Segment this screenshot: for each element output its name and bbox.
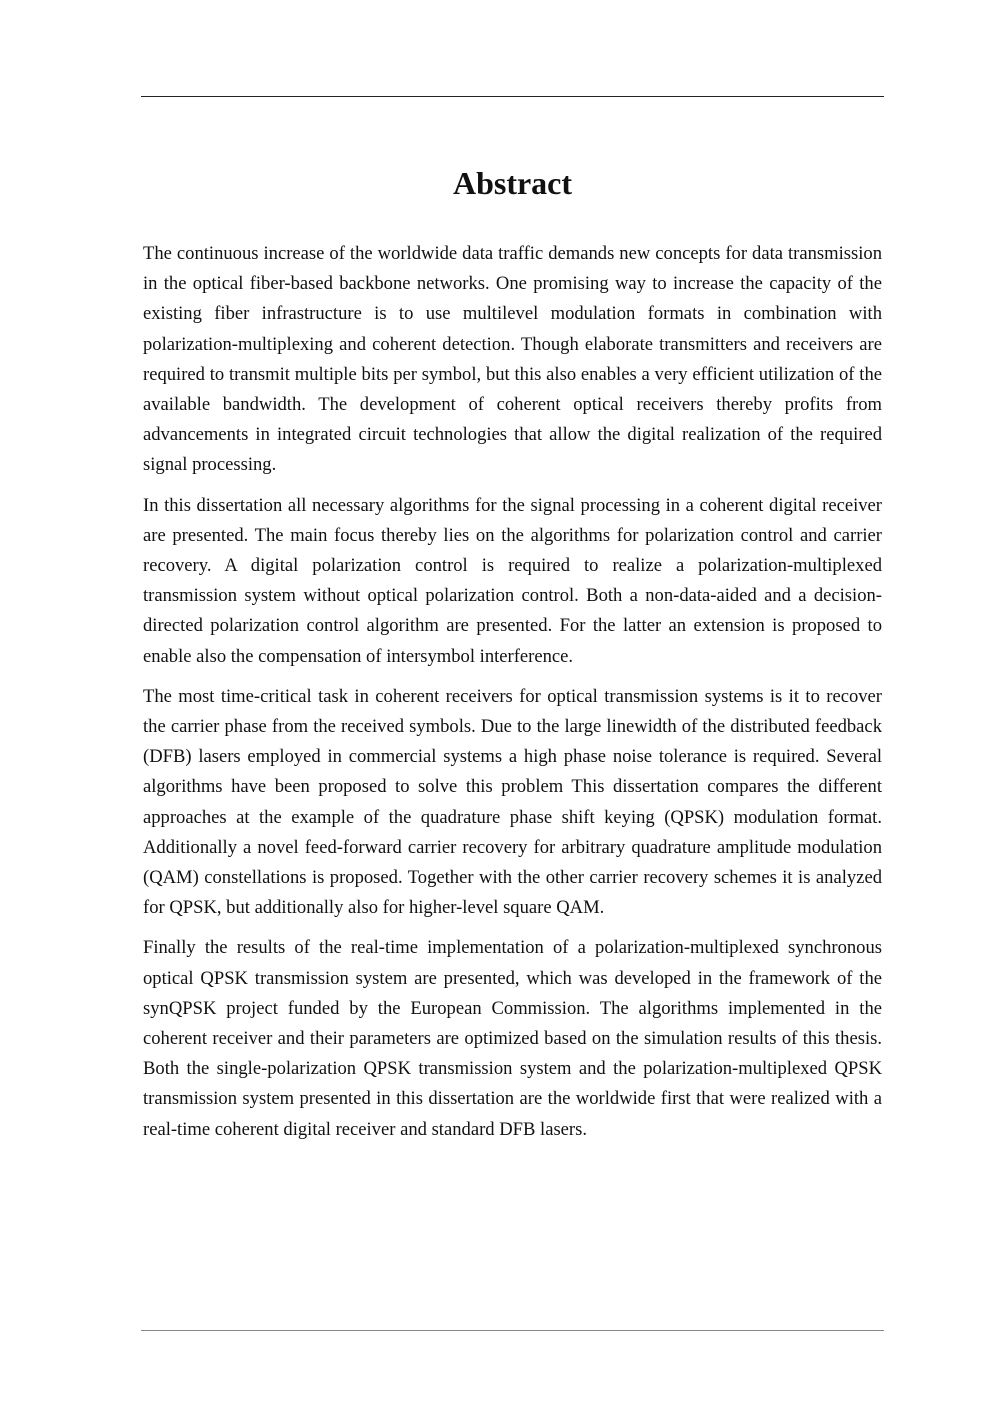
abstract-paragraph: Finally the results of the real-time implementation of a polarization-multiplexed synchronous optical QPSK transmission system are presented, which was developed in the framework of the synQPSK project funded by the European Commission. The algorithms implemented in the coherent receiver and their parameters are optimized based on the simulation results of this thesis. Both the single-polarization QPSK transmission system and the polarization-multiplexed QPSK transmission system presented in this dissertation are the worldwide first that were realized with a real-time coherent digital receiver and standard DFB lasers. [143, 937, 882, 1140]
abstract-paragraph: In this dissertation all necessary algorithms for the signal processing in a coherent digital receiver are presented. The main focus thereby lies on the algorithms for polarization control and carrier recovery. A digital polarization control is required to realize a polarization-multiplexed transmission system without optical polarization control. Both a non-data-aided and a decision-directed polarization control algorithm are presented. For the latter an extension is proposed to enable also the compensation of intersymbol interference. [143, 494, 882, 667]
abstract-paragraph: The most time-critical task in coherent receivers for optical transmission systems is it to recover the carrier phase from the received symbols. Due to the large linewidth of the distributed feedback (DFB) lasers employed in commercial systems a high phase noise tolerance is required. Several algorithms have been proposed to solve this problem This dissertation compares the different approaches at the example of the quadrature phase shift keying (QPSK) modulation format. Additionally a novel feed-forward carrier recovery for arbitrary quadrature amplitude modulation (QAM) constellations is proposed. Together with the other carrier recovery schemes it is analyzed for QPSK, but additionally also for higher-level square QAM. [143, 685, 882, 919]
page-title: Abstract [452, 165, 573, 201]
footer-rule [141, 1330, 884, 1331]
abstract-paragraph: The continuous increase of the worldwide data traffic demands new concepts for data transmission in the optical fiber-based backbone networks. One promising way to increase the capacity of the existing fiber infrastructure is to use multilevel modulation formats in combination with polarization-multiplexing and coherent detection. Though elaborate transmitters and receivers are required to transmit multiple bits per symbol, but this also enables a very efficient utilization of the available bandwidth. The development of coherent optical receivers thereby profits from advancements in integrated circuit technologies that allow the digital realization of the required signal processing. [143, 243, 882, 476]
header-rule [141, 96, 884, 97]
abstract-body [143, 239, 882, 1155]
